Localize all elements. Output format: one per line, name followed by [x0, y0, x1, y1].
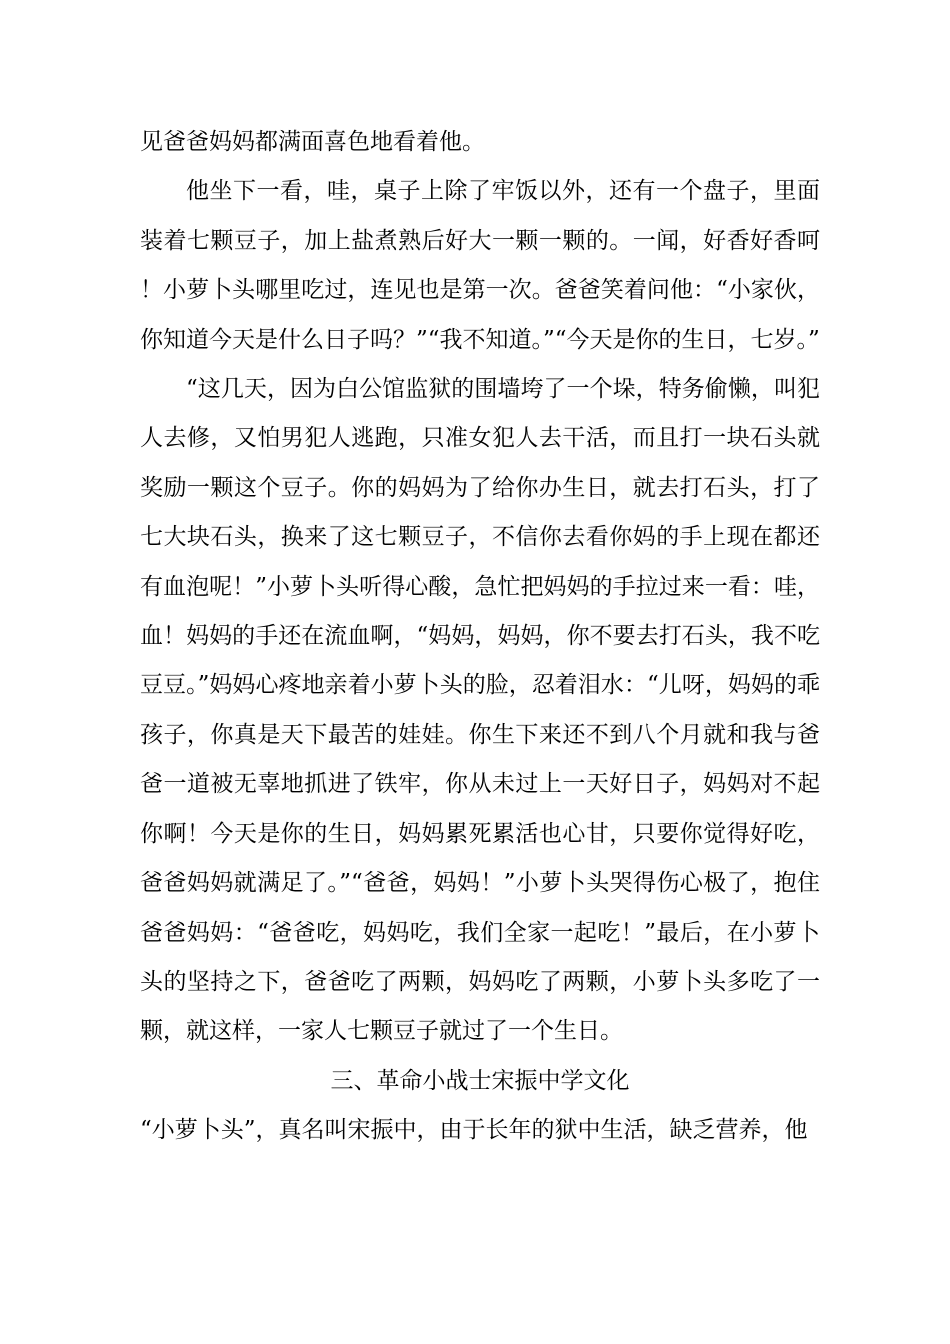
paragraph-mother-stones: “这几天，因为白公馆监狱的围墙垮了一个垛，特务偷懒，叫犯人去修，又怕男犯人逃跑，只准女犯人去干活，而且打一块石头就奖励一颗这个豆子。你的妈妈为了给你办生日，就去打石头，打了七大块石头，换来了这七颗豆子，不信你去看你妈的手上现在都还有血泡呢！”小萝卜头听得心酸，急忙把妈妈的手拉过来一看：哇，血！妈妈的手还在流血啊，“妈妈，妈妈，你不要去打石头，我不吃豆豆。”妈妈心疼地亲着小萝卜头的脸，忍着泪水：“儿呀，妈妈的乖孩子，你真是天下最苦的娃娃。你生下来还不到八个月就和我与爸爸一道被无辜地抓进了铁牢，你从未过上一天好日子，妈妈对不起你啊！今天是你的生日，妈妈累死累活也心甘，只要你觉得好吃，爸爸妈妈就满足了。”“爸爸，妈妈！”小萝卜头哭得伤心极了，抱住爸爸妈妈：“爸爸吃，妈妈吃，我们全家一起吃！”最后，在小萝卜头的坚持之下，爸爸吃了两颗，妈妈吃了两颗，小萝卜头多吃了一颗，就这样，一家人七颗豆子就过了一个生日。 [140, 376, 820, 1045]
continued-paragraph: 见爸爸妈妈都满面喜色地看着他。 [140, 129, 485, 155]
section-opening-paragraph: “小萝卜头”，真名叫宋振中，由于长年的狱中生活，缺乏营养，他 [140, 1117, 808, 1144]
paragraph-birthday-beans: 他坐下一看，哇，桌子上除了牢饭以外，还有一个盘子，里面装着七颗豆子，加上盐煮熟后好大一颗一颗的。一闻，好香好香呵！小萝卜头哪里吃过，连见也是第一次。爸爸笑着问他：“小家伙，你知道今天是什么日子吗？”“我不知道。”“今天是你的生日，七岁。” [140, 178, 820, 353]
section-heading: 三、革命小战士宋振中学文化 [330, 1067, 630, 1094]
body-text [140, 118, 820, 1156]
